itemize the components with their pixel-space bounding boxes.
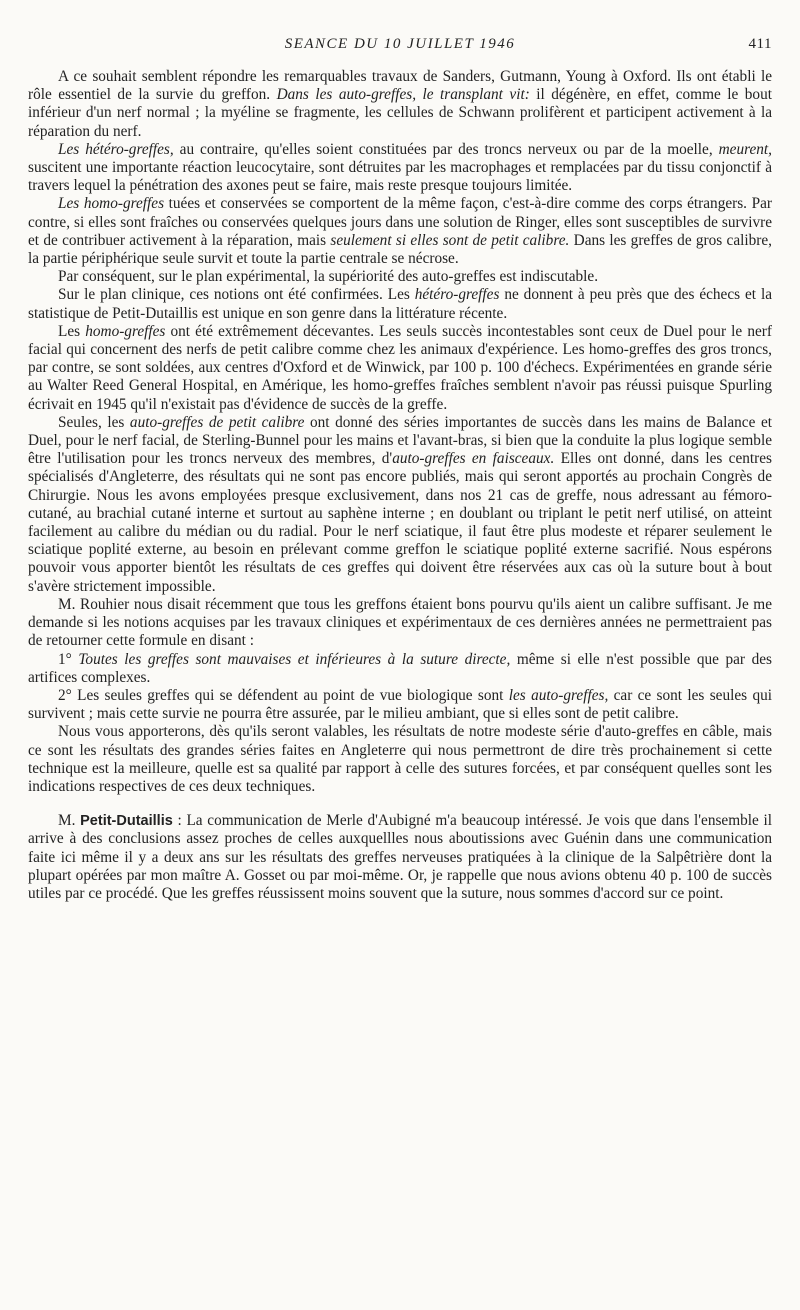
text-run: : La communication de Merle d'Aubigné m'a beaucoup intéressé. Je vois que dans l'ensemble il arrive à des conclusions assez proches de celles auxquellles nous aboutissions avec Guénin dans une communication faite ici même il y a deux ans sur les résultats des greffes nerveuses pratiquées à la clinique de la Salpêtrière dont la plupart opérées par mon maître A. Gosset ou par moi-même. Or, je rappelle que nous avions obtenu 40 p. 100 de succès utiles par ce procédé. Que les greffes réussissent moins souvent que la suture, nous sommes d'accord sur ce point. <box>28 812 772 902</box>
paragraph-11: Nous vous apporterons, dès qu'ils seront valables, les résultats de notre modeste série d'auto-greffes en câble, mais ce sont les résultats des grandes séries faites en Angleterre qui nous permettront de dire très prochainement si cette technique est la meilleure, quelle est sa qualité par rapport à celle des sutures forcées, et par conséquent quelles sont les indications respectives de ces deux techniques. <box>28 723 772 795</box>
text-run: ne donnent à peu près que des échecs et la statistique de Petit-Dutaillis est unique en son genre dans la littérature récente. <box>28 286 772 322</box>
text-run: Les <box>58 322 86 340</box>
page-number: 411 <box>748 36 772 52</box>
article-body <box>28 68 772 903</box>
text-run: tuées et conservées se comportent de la même façon, c'est-à-dire comme des corps étrangers. Par contre, si elles sont fraîches ou conservées quelques jours dans une solution de Ringer, elles sont susceptibles de survivre et de contribuer activement à la réparation, mais <box>28 195 773 249</box>
paragraph-4: Par conséquent, sur le plan expérimental, la supériorité des auto-greffes est indiscutable. <box>58 268 599 286</box>
text-run: Elles ont donné, dans les centres spécialisés d'Angleterre, des résultats qui ne sont pas encore publiés, mais qui seront apportés au prochain Congrès de Chirurgie. Nous les avons employées presque exclusivement, dans nos 21 cas de greffe, nous adressant au fémoro-cutané, au brachial cutané interne et surtout au saphène interne ; en doublant ou triplant le petit nerf utilisé, on atteint facilement au calibre du médian ou du radial. Pour le nerf sciatique, il faut être plus modeste et réparer seulement le sciatique poplité externe, au besoin en prélevant comme greffon le sciatique poplité externe sacrifié. Nous espérons pouvoir vous apporter bientôt les résultats de ces greffes qui doivent être réservées aux cas où la suture bout à bout s'avère strictement impossible. <box>28 450 772 595</box>
text-run: il dégénère, en effet, comme le bout inférieur d'un nerf normal ; la myéline se fragmente, les cellules de Schwann prolifèrent et participent activement à la réparation du nerf. <box>28 86 772 140</box>
italic-run: homo-greffes <box>85 322 166 340</box>
italic-run: Dans les auto-greffes, le transplant vit: <box>276 86 530 104</box>
italic-run: Toutes les greffes sont mauvaises et inférieures à la suture directe, <box>78 650 511 668</box>
text-run: même si elle n'est possible que par des artifices complexes. <box>28 650 772 686</box>
text-run: ont donné des séries importantes de succès dans les mains de Balance et Duel, pour le nerf facial, de Sterling-Bunnel pour les mains et l'avant-bras, si bien que la conduite la plus logique semble être l'utilisation pour les troncs nerveux des membres, d' <box>28 413 772 468</box>
paragraph-9 <box>28 651 772 687</box>
paragraph-1 <box>28 68 772 141</box>
text-run: ont été extrêmement décevantes. Les seuls succès incontestables sont ceux de Duel pour le nerf facial qui concernent des nerfs de petit calibre comme chez les animaux d'expérience. Les homo-greffes des gros troncs, par contre, se sont soldées, aux centres d'Oxford et de Winwick, par 100 p. 100 d'échecs. Expérimentées en grande série au Walter Reed General Hospital, en Amérique, les homo-greffes fraîches semblent n'avoir pas réussi puisque Spurling écrivait en 1945 qu'il n'existait pas d'évidence de succès de la greffe. <box>28 322 772 413</box>
paragraph-6 <box>28 323 772 414</box>
italic-run: les auto-greffes, <box>508 686 609 704</box>
italic-run: hétéro-greffes <box>414 286 500 304</box>
italic-run: Les homo-greffes <box>58 195 165 213</box>
paragraph-2 <box>28 141 772 196</box>
running-head-title: SEANCE DU 10 JUILLET 1946 <box>284 36 516 52</box>
paragraph-7 <box>28 414 772 596</box>
paragraph-10 <box>28 687 772 723</box>
text-run: M. <box>58 812 81 830</box>
text-run: Sur le plan clinique, ces notions ont été confirmées. Les <box>58 286 415 304</box>
text-run: 1° <box>58 650 79 668</box>
text-run: 2° Les seules greffes qui se défendent au point de vue biologique sont <box>58 686 509 704</box>
italic-run: Les hétéro-greffes, <box>58 140 174 158</box>
italic-run: meurent, <box>718 140 772 158</box>
text-run: car ce sont les seules qui survivent ; mais cette survie ne pourra être assurée, par le milieu ambiant, que si elles sont de petit calibre. <box>28 686 772 723</box>
paragraph-5 <box>28 286 772 322</box>
text-run: suscitent une importante réaction leucocytaire, sont détruites par les macrophages et remplacées par du tissu conjonctif à travers lequel la pénétration des axones peut se faire, mais reste presque toujours limitée. <box>28 159 772 195</box>
text-run: Seules, les <box>58 413 130 431</box>
paragraph-3 <box>28 195 772 268</box>
italic-run: seulement si elles sont de petit calibre. <box>330 231 570 249</box>
italic-run: auto-greffes en faisceaux. <box>392 450 555 468</box>
text-run: au contraire, qu'elles soient constituées par des troncs nerveux ou par de la moelle, <box>173 140 719 158</box>
text-run: Dans les greffes de gros calibre, la partie périphérique seule survit et toute la partie centrale se nécrose. <box>28 231 772 268</box>
speaker-name: Petit-Dutaillis <box>80 813 173 830</box>
paragraph-8: M. Rouhier nous disait récemment que tous les greffons étaient bons pourvu qu'ils aient un calibre suffisant. Je me demande si les notions acquises par les travaux cliniques et expérimentaux de ces dernières années ne permettraient pas de retourner cette formule en disant : <box>28 595 772 650</box>
paragraph-12 <box>28 812 772 903</box>
running-head <box>28 36 772 58</box>
text-run: A ce souhait semblent répondre les remarquables travaux de Sanders, Gutmann, Young à Oxford. Ils ont établi le rôle essentiel de la survie du greffon. <box>28 68 772 104</box>
italic-run: auto-greffes de petit calibre <box>129 413 305 431</box>
